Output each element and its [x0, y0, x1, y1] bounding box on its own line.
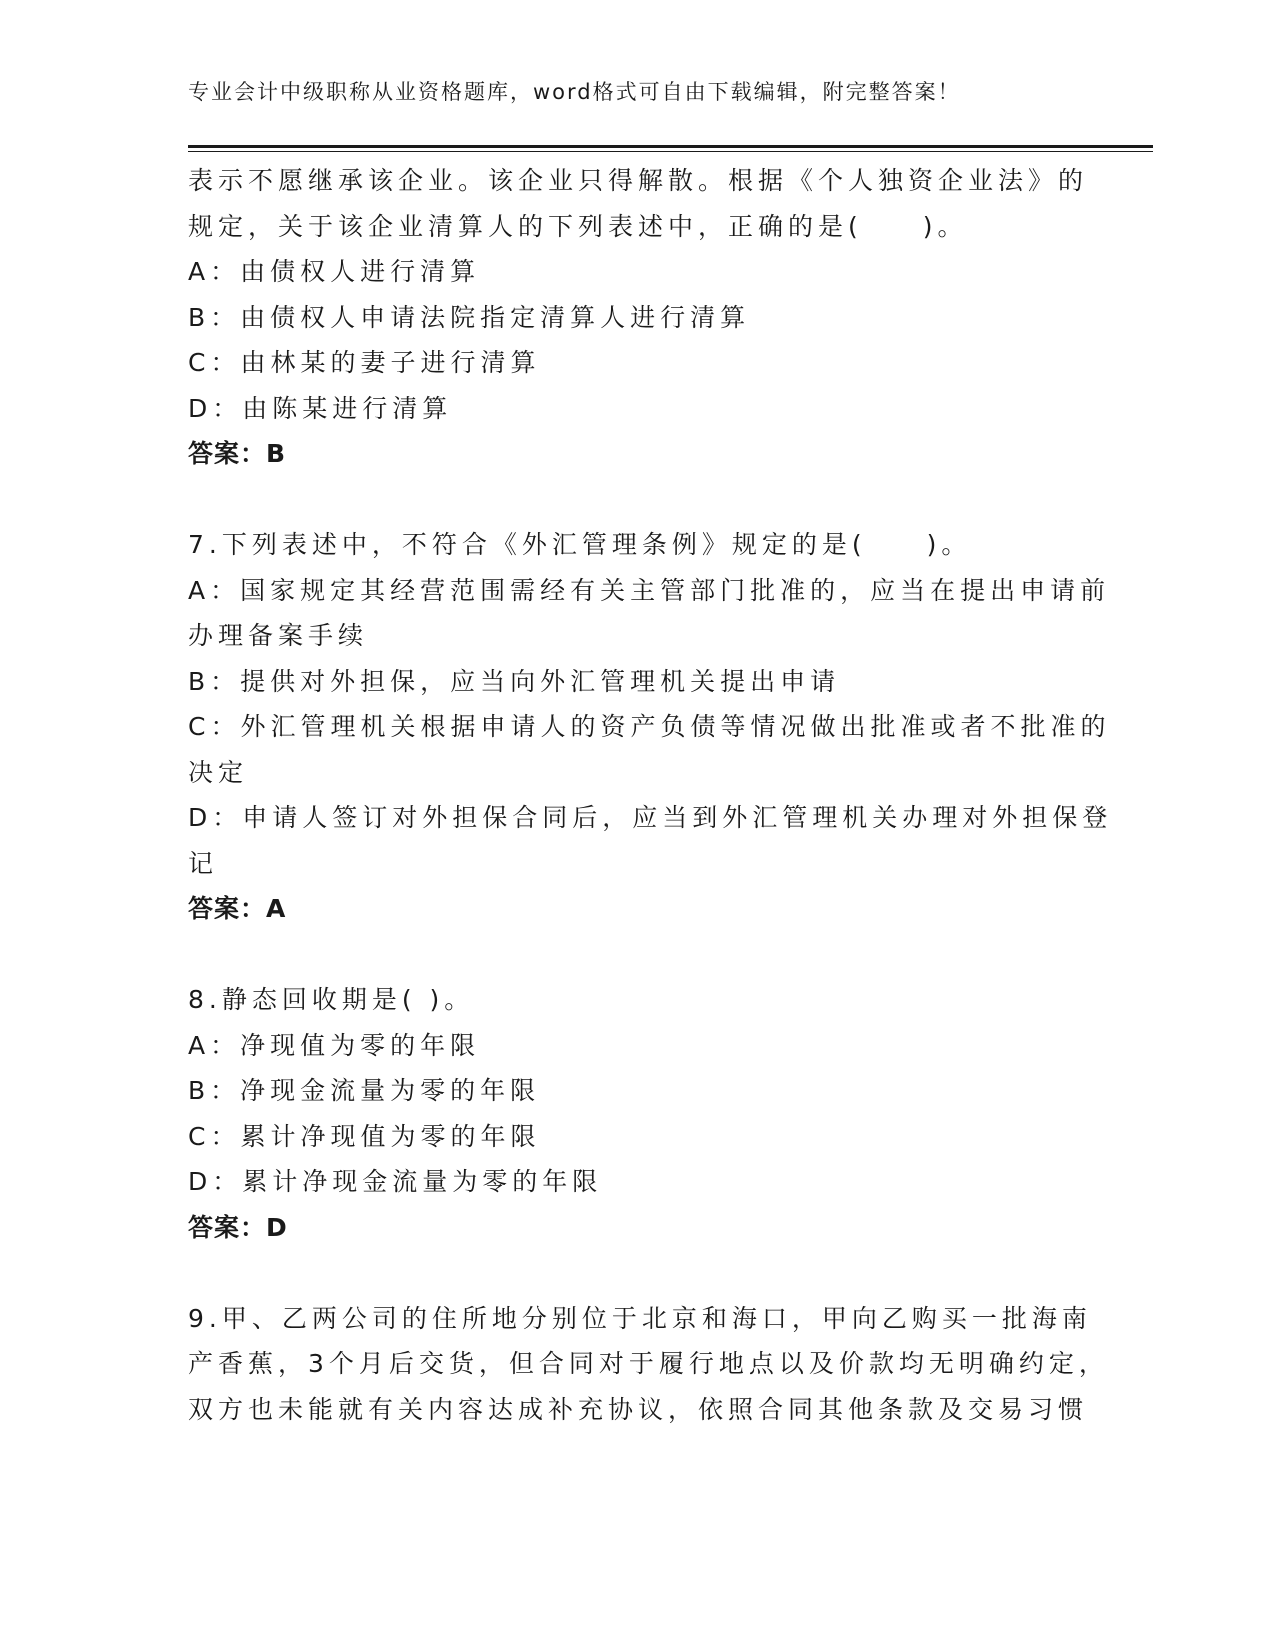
document-body	[188, 158, 1113, 1432]
option-a-continued: 办理备案手续	[188, 621, 369, 650]
option-c: C：外汇管理机关根据申请人的资产负债等情况做出批准或者不批准的	[188, 712, 1111, 741]
option-c-continued: 决定	[188, 757, 249, 787]
header-rule-thin	[188, 151, 1153, 152]
question-text-line: 表示不愿继承该企业。该企业只得解散。根据《个人独资企业法》的	[188, 166, 1089, 195]
option-d: D：累计净现金流量为零的年限	[188, 1167, 603, 1196]
option-d: D：由陈某进行清算	[188, 393, 453, 423]
header-rule-thick	[188, 145, 1153, 148]
option-b: B：由债权人申请法院指定清算人进行清算	[188, 302, 751, 332]
option-a: A：国家规定其经营范围需经有关主管部门批准的，应当在提出申请前	[188, 575, 1111, 605]
option-c: C：由林某的妻子进行清算	[188, 348, 541, 377]
option-d: D：申请人签订对外担保合同后，应当到外汇管理机关办理对外担保登	[188, 803, 1113, 832]
question-text-line: 9.甲、乙两公司的住所地分别位于北京和海口，甲向乙购买一批海南	[188, 1303, 1092, 1333]
question-text-line: 产香蕉，3个月后交货，但合同对于履行地点以及价款均无明确约定，	[188, 1349, 1109, 1378]
option-b: B：提供对外担保，应当向外汇管理机关提出申请	[188, 666, 841, 696]
option-b: B：净现金流量为零的年限	[188, 1076, 541, 1105]
answer-line: 答案：A	[188, 894, 287, 923]
question-block	[188, 1296, 1109, 1433]
question-block	[188, 977, 1088, 1250]
question-text-line: 规定，关于该企业清算人的下列表述中，正确的是( )。	[188, 211, 968, 241]
page-header: 专业会计中级职称从业资格题库，word格式可自由下载编辑，附完整答案！	[188, 80, 961, 104]
question-block	[188, 522, 1113, 932]
question-text-line: 8.静态回收期是( )。	[188, 985, 475, 1014]
answer-line: 答案：B	[188, 439, 287, 468]
block-spacer	[188, 477, 1088, 523]
question-text-line: 双方也未能就有关内容达成补充协议，依照合同其他条款及交易习惯	[188, 1394, 1089, 1424]
block-spacer	[188, 1250, 1088, 1296]
option-d-continued: 记	[188, 848, 219, 878]
option-a: A：由债权人进行清算	[188, 257, 481, 286]
question-block	[188, 158, 1088, 477]
option-c: C：累计净现值为零的年限	[188, 1121, 541, 1151]
answer-line: 答案：D	[188, 1212, 288, 1242]
question-text-line: 7.下列表述中，不符合《外汇管理条例》规定的是( )。	[188, 530, 972, 559]
option-a: A：净现值为零的年限	[188, 1030, 481, 1060]
block-spacer	[188, 932, 1088, 978]
